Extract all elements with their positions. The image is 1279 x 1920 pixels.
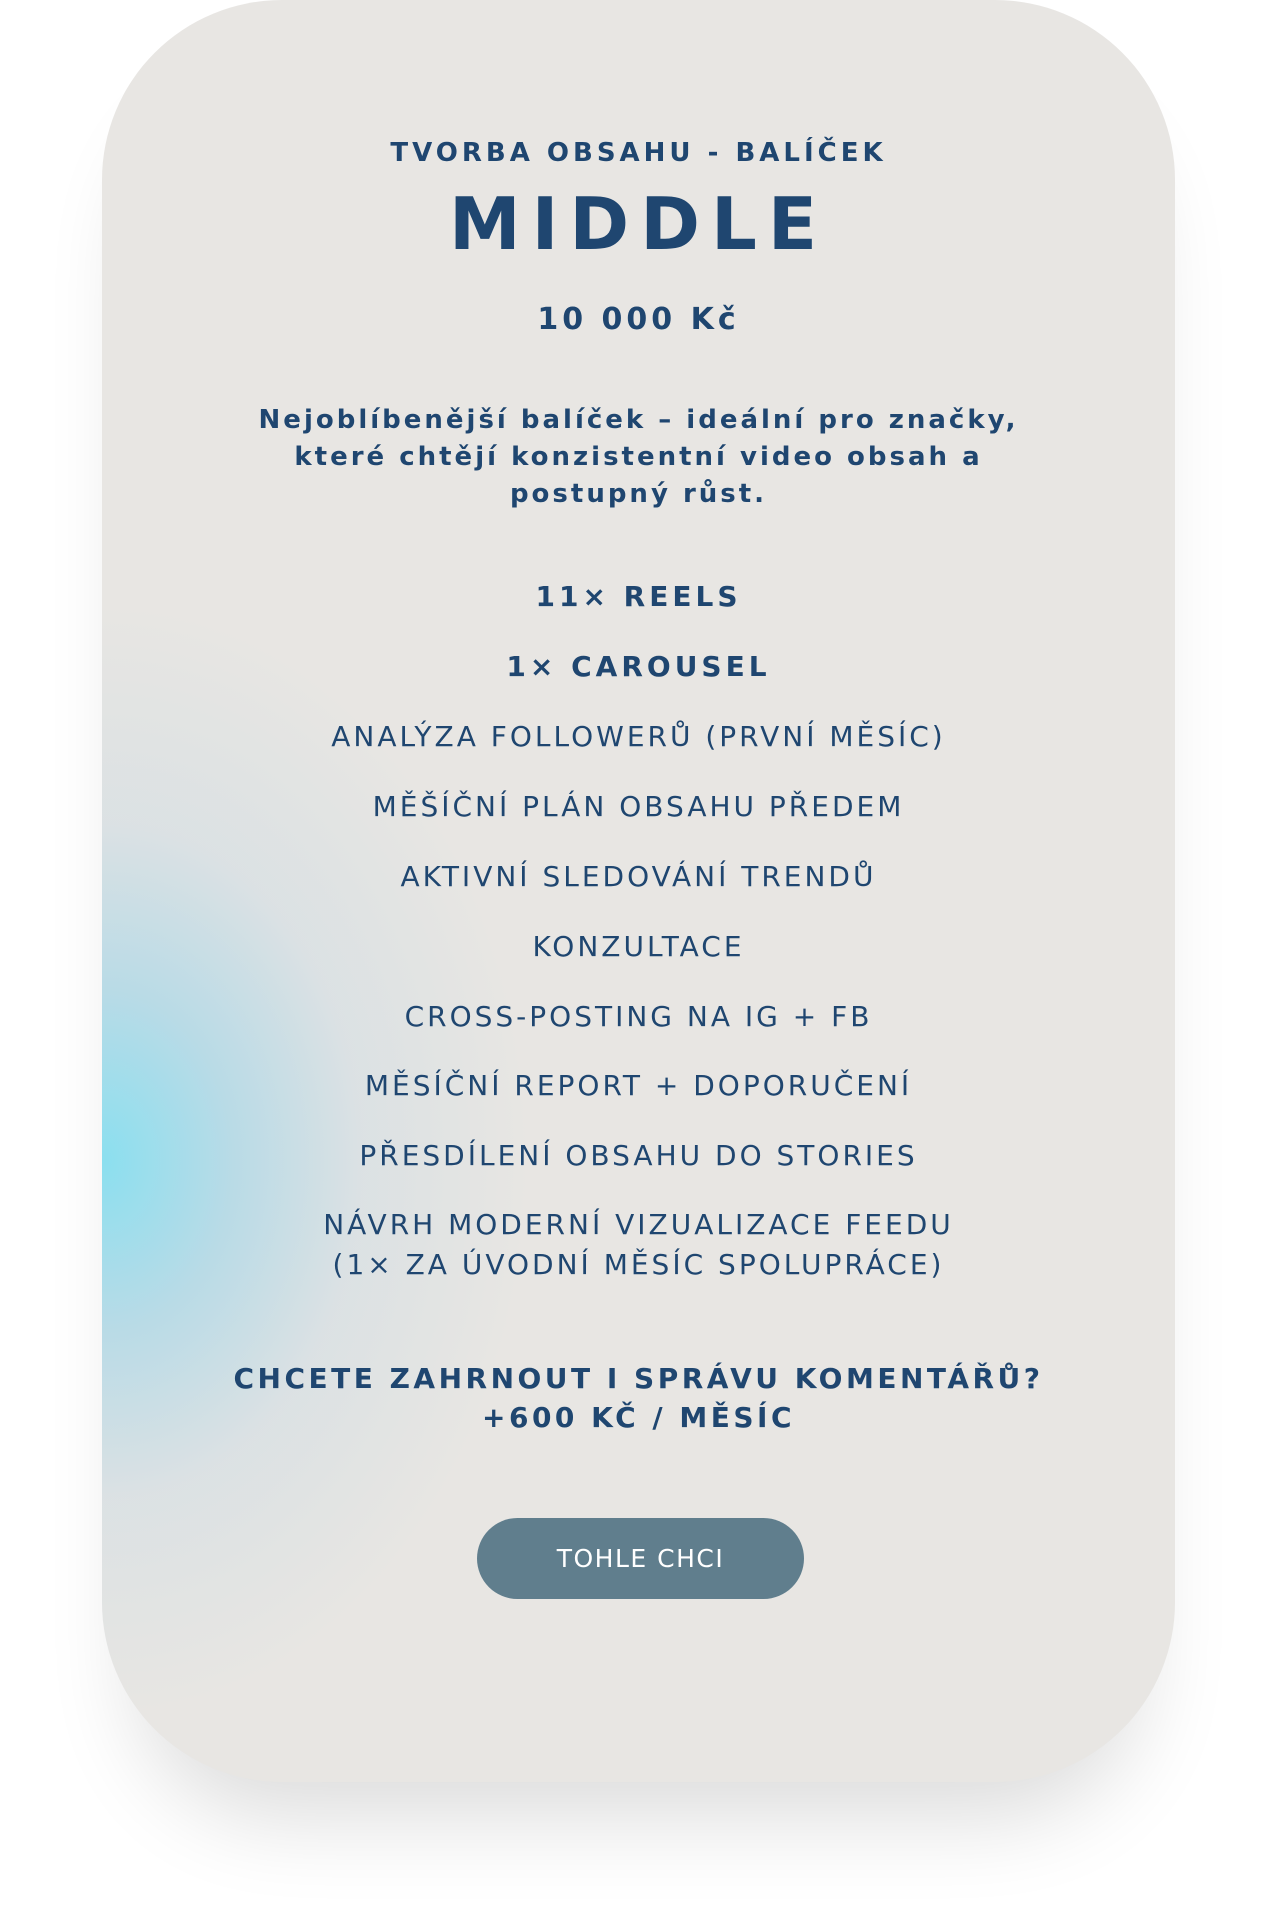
feature-item-feed-visualization [102, 1205, 1175, 1285]
feature-item-carousel [102, 647, 1175, 687]
feature-item-stories-resharing [102, 1136, 1175, 1176]
feature-label: 11× REELS [535, 580, 742, 613]
order-button[interactable]: TOHLE CHCI [477, 1518, 804, 1599]
feature-label: NÁVRH MODERNÍ VIZUALIZACE FEEDU [323, 1208, 954, 1241]
package-price: 10 000 Kč [537, 302, 740, 337]
feature-label: PŘESDÍLENÍ OBSAHU DO STORIES [359, 1139, 918, 1172]
feature-label: MĚŠÍČNÍ PLÁN OBSAHU PŘEDEM [372, 790, 905, 823]
feature-label: 1× CAROUSEL [506, 650, 771, 683]
feature-label: ANALÝZA FOLLOWERŮ (PRVNÍ MĚSÍC) [331, 720, 946, 753]
upsell-price: +600 KČ / MĚSÍC [482, 1401, 795, 1434]
package-category: TVORBA OBSAHU - BALÍČEK [390, 138, 887, 168]
package-description [102, 402, 1175, 513]
upsell-question: CHCETE ZAHRNOUT I SPRÁVU KOMENTÁŘŮ? [233, 1362, 1044, 1395]
description-line: Nejoblíbenější balíček – ideální pro značky, [258, 405, 1019, 435]
feature-note: (1× ZA ÚVODNÍ MĚSÍC SPOLUPRÁCE) [332, 1248, 945, 1281]
feature-label: CROSS-POSTING NA IG + FB [404, 1000, 873, 1033]
upsell-comment-management [102, 1359, 1175, 1437]
pricing-card [102, 0, 1175, 1782]
feature-item-consultation [102, 927, 1175, 967]
feature-label: KONZULTACE [532, 930, 745, 963]
description-line: postupný růst. [509, 479, 768, 509]
feature-item-monthly-report [102, 1066, 1175, 1106]
feature-label: MĚSÍČNÍ REPORT + DOPORUČENÍ [364, 1069, 913, 1102]
feature-item-follower-analysis [102, 717, 1175, 757]
feature-item-content-plan [102, 787, 1175, 827]
description-line: které chtějí konzistentní video obsah a [294, 442, 983, 472]
feature-label: AKTIVNÍ SLEDOVÁNÍ TRENDŮ [400, 860, 877, 893]
feature-item-reels [102, 577, 1175, 617]
package-title: MIDDLE [448, 182, 829, 266]
feature-item-trend-tracking [102, 857, 1175, 897]
feature-item-cross-posting [102, 997, 1175, 1037]
